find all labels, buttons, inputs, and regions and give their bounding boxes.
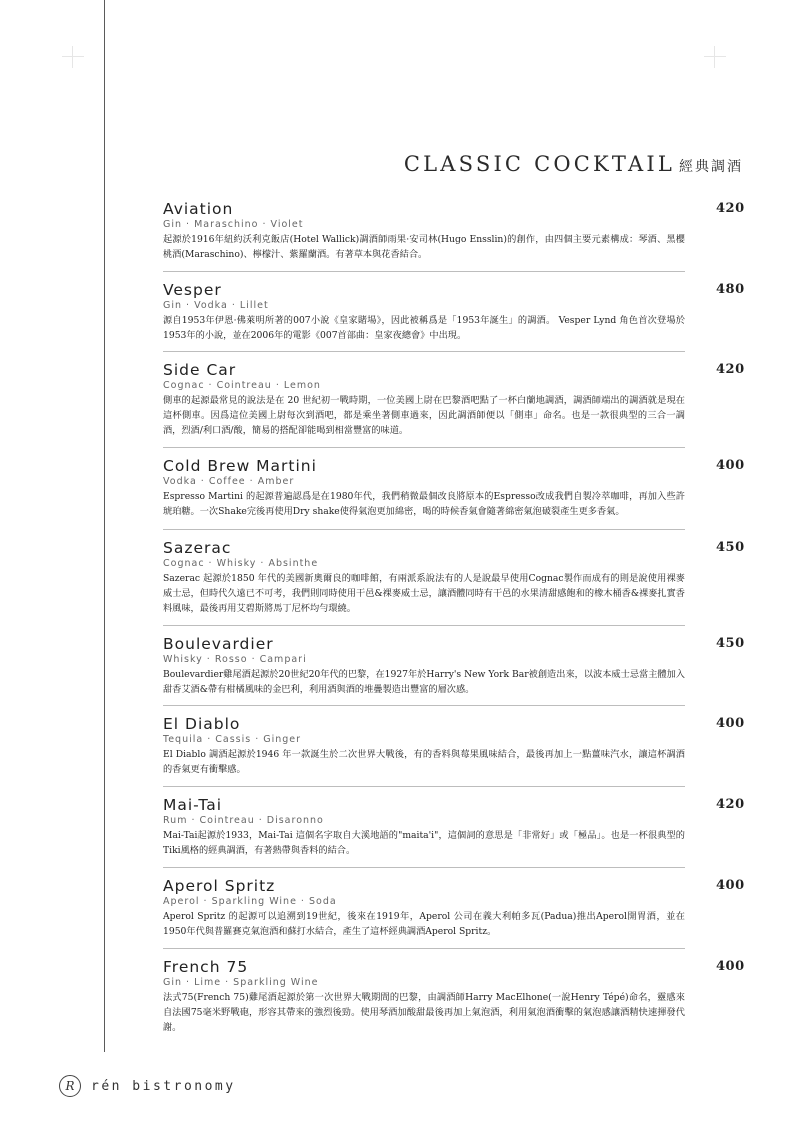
section-title-en: CLASSIC COCKTAIL <box>403 152 675 176</box>
cocktail-price: 450 <box>716 636 745 651</box>
cocktail-description: 源自1953年伊恩·佛萊明所著的007小說《皇家賭場》，因此被稱爲是「1953年誕生」的調酒。 Vesper Lynd 角色首次登場於1953年的小說，並在2006年的電影《007首部曲：皇家夜總會》中出現。 <box>163 315 685 341</box>
cocktail-name: Side Car <box>163 361 237 379</box>
cocktail-ingredients: Gin · Vodka · Lillet <box>163 300 269 311</box>
cocktail-price: 420 <box>716 201 745 216</box>
cocktail-ingredients: Whisky · Rosso · Campari <box>163 654 307 665</box>
cocktail-price: 400 <box>716 959 745 974</box>
cocktail-price: 400 <box>716 716 745 731</box>
cocktail-ingredients: Cognac · Cointreau · Lemon <box>163 380 321 391</box>
cocktail-description: Boulevardier雞尾酒起源於20世紀20年代的巴黎，在1927年於Harry's New York Bar被創造出來，以波本威士忌當主體加入甜香艾酒&帶有柑橘風味的金巴利，利用酒與酒的堆疊製造出豐富的層次感。 <box>163 669 685 695</box>
cocktail-name: Sazerac <box>163 539 232 557</box>
cocktail-description: Aperol Spritz 的起源可以追溯到19世紀，後來在1919年，Aperol 公司在義大利帕多瓦(Padua)推出Aperol開胃酒，並在1950年代與普羅賽克氣泡酒和蘇打水結合，產生了這杯經典調酒Aperol Spritz。 <box>163 911 685 937</box>
cocktail-ingredients: Tequila · Cassis · Ginger <box>163 734 302 745</box>
brand-name: rén bistronomy <box>91 1078 236 1094</box>
cocktail-description: Espresso Martini 的起源普遍認爲是在1980年代，我們稍微最個改良將原本的Espresso改成我們自製冷萃咖啡，再加入些許琥珀糖。一次Shake完後再使用Dry shake使得氣泡更加綿密，喝的時候香氣會隨著綿密氣泡破裂產生更多香氣。 <box>163 491 685 517</box>
menu-section-header <box>404 152 743 176</box>
menu-item <box>163 530 745 626</box>
menu-item <box>163 199 745 272</box>
menu-item <box>163 272 745 352</box>
cocktail-price: 400 <box>716 878 745 893</box>
crop-mark-right <box>704 46 726 68</box>
cocktail-name: French 75 <box>163 958 249 976</box>
cocktail-name: Aviation <box>163 200 234 218</box>
cocktail-price: 450 <box>716 540 745 555</box>
cocktail-name: Aperol Spritz <box>163 877 276 895</box>
cocktail-description: Sazerac 起源於1850 年代的美國新奧爾良的咖啡館，有兩派系說法有的人是說最早使用Cognac製作而成有的則是說使用裸麥威士忌，但時代久遠已不可考，我們則同時使用干邑&裸麥威士忌，讓酒體同時有干邑的水果清甜感飽和的橡木桶香&裸麥扎實香料風味，最後再用艾碧斯將馬丁尼杯均勻環繞。 <box>163 573 685 614</box>
crop-mark-left <box>62 46 84 68</box>
menu-item <box>163 868 745 949</box>
cocktail-description: 側車的起源最常見的說法是在 20 世紀初一戰時期，一位美國上尉在巴黎酒吧點了一杯白蘭地調酒，調酒師端出的調酒就是現在這杯側車。因爲這位美國上尉每次到酒吧，都是乘坐著側車過來，因此調酒師便以「側車」命名。也是一款很典型的三合一調酒，烈酒/利口酒/酸，簡易的搭配卻能喝到相當豐富的味道。 <box>163 395 685 436</box>
cocktail-description: Mai-Tai起源於1933，Mai-Tai 這個名字取自大溪地語的"maita'i"，這個詞的意思是「非常好」或「極品」。也是一杯很典型的Tiki風格的經典調酒，有著熱帶與香料的結合。 <box>163 830 685 856</box>
cocktail-description: 法式75(French 75)雞尾酒起源於第一次世界大戰期間的巴黎，由調酒師Harry MacElhone(一說Henry Tépé)命名，靈感來自法國75毫米野戰砲，形容其帶來的強烈後勁。使用琴酒加酸甜最後再加上氣泡酒，利用氣泡酒衝擊的氣泡感讓酒精快速揮發代謝。 <box>163 992 685 1033</box>
brand-logo-icon: R <box>59 1075 81 1097</box>
cocktail-name: Vesper <box>163 281 222 299</box>
cocktail-description: El Diablo 調酒起源於1946 年一款誕生於二次世界大戰後，有的香料與莓果風味結合，最後再加上一點薑味汽水，讓這杯調酒的香氣更有衝擊感。 <box>163 749 685 775</box>
cocktail-list <box>163 199 745 1035</box>
cocktail-ingredients: Cognac · Whisky · Absinthe <box>163 558 319 569</box>
cocktail-price: 480 <box>716 282 745 297</box>
cocktail-description: 起源於1916年紐約沃利克飯店(Hotel Wallick)調酒師雨果·安司林(Hugo Ensslin)的創作，由四個主要元素構成：琴酒、黑櫻桃酒(Maraschino)、檸檬汁、紫羅蘭酒。有著草本與花香結合。 <box>163 234 685 260</box>
cocktail-price: 400 <box>716 458 745 473</box>
menu-item <box>163 706 745 787</box>
cocktail-name: Cold Brew Martini <box>163 457 317 475</box>
cocktail-price: 420 <box>716 362 745 377</box>
margin-rule <box>104 0 105 1052</box>
cocktail-name: Boulevardier <box>163 635 274 653</box>
cocktail-ingredients: Aperol · Sparkling Wine · Soda <box>163 896 337 907</box>
menu-item <box>163 626 745 706</box>
cocktail-name: El Diablo <box>163 715 241 733</box>
section-title-zh: 經典調酒 <box>679 159 743 175</box>
cocktail-ingredients: Rum · Cointreau · Disaronno <box>163 815 324 826</box>
menu-item <box>163 949 745 1035</box>
cocktail-ingredients: Vodka · Coffee · Amber <box>163 476 295 487</box>
cocktail-ingredients: Gin · Lime · Sparkling Wine <box>163 977 319 988</box>
menu-item <box>163 448 745 530</box>
cocktail-name: Mai-Tai <box>163 796 223 814</box>
cocktail-price: 420 <box>716 797 745 812</box>
cocktail-ingredients: Gin · Maraschino · Violet <box>163 219 304 230</box>
menu-item <box>163 352 745 448</box>
menu-item <box>163 787 745 868</box>
brand-footer <box>59 1075 236 1097</box>
